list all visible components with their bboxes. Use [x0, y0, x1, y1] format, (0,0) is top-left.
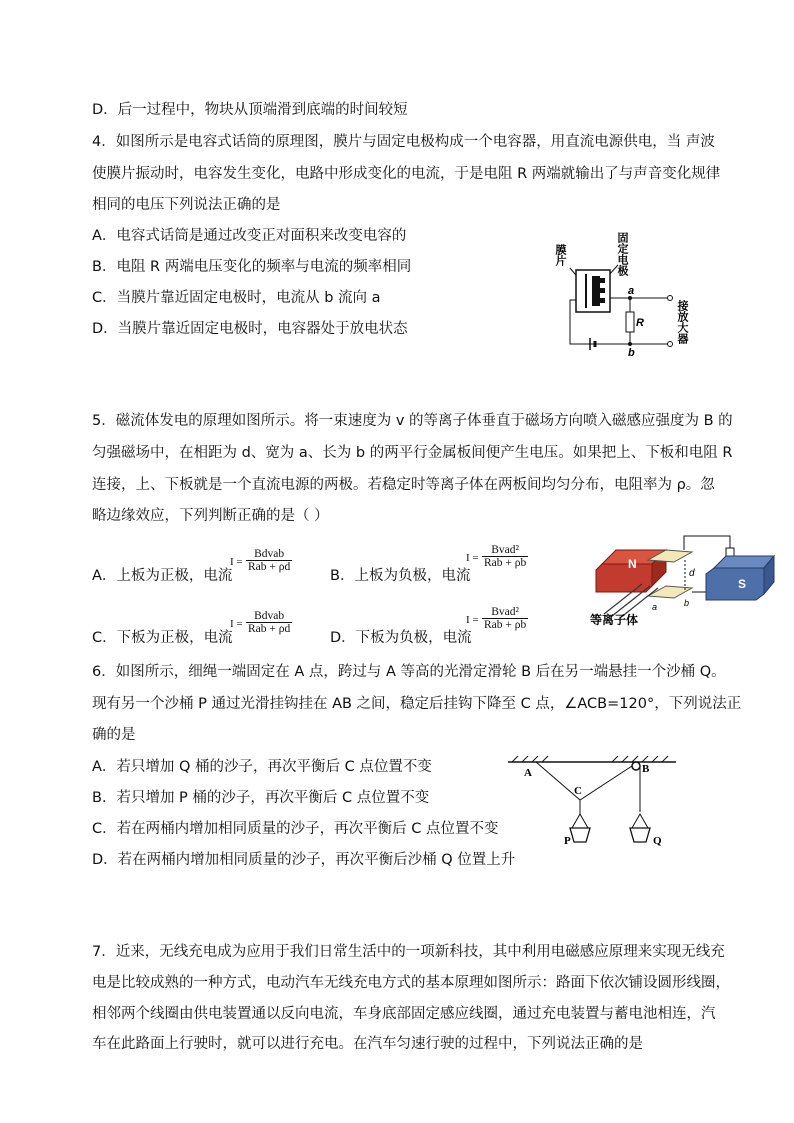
q5-formula-a: I = Bdvab Rab + ρd [230, 548, 291, 573]
q4-resistor-label: R [636, 317, 644, 329]
q5-formula-b: I = Bvad² Rab + ρb [466, 544, 527, 569]
q4-option-a: A．电容式话筒是通过改变正对面积来改变电容的 [92, 228, 407, 244]
q5-formula-c: I = Bdvab Rab + ρd [230, 610, 291, 635]
q6-option-a: A．若只增加 Q 桶的沙子，再次平衡后 C 点位置不变 [92, 759, 432, 775]
q4-stem-line-3: 相同的电压下列说法正确的是 [92, 197, 281, 213]
q7-stem-line-1: 7．近来，无线充电成为应用于我们日常生活中的一项新科技，其中利用电磁感应原理来实现无线充 [92, 944, 725, 960]
q4-option-d: D．当膜片靠近固定电极时，电容器处于放电状态 [92, 321, 408, 337]
q5-formula-d: I = Bvad² Rab + ρb [466, 606, 527, 631]
q5-magnet-s-label: S [738, 577, 747, 591]
q4-stem-line-2: 使膜片振动时，电容发生变化，电路中形成变化的电流，于是电阻 R 两端就输出了与声音变化规律 [92, 166, 721, 182]
q3-option-d: D．后一过程中，物块从顶端滑到底端的时间较短 [92, 102, 408, 118]
q6-bucket-p-label: P [564, 835, 571, 847]
q4-option-b: B．电阻 R 两端电压变化的频率与电流的频率相同 [92, 259, 412, 275]
q6-point-a-label: A [524, 767, 532, 779]
q5-magnet-n-label: N [628, 557, 637, 571]
q6-option-c: C．若在两桶内增加相同质量的沙子，再次平衡后 C 点位置不变 [92, 821, 499, 837]
q7-stem-line-2: 电是比较成熟的一种方式，电动汽车无线充电方式的基本原理如图所示：路面下依次铺设圆形线圈， [92, 975, 730, 991]
q6-stem-line-3: 确的是 [92, 727, 136, 743]
q5-option-b: B．上板为负极，电流 [330, 568, 471, 584]
q6-stem-line-1: 6．如图所示，细绳一端固定在 A 点，跨过与 A 等高的光滑定滑轮 B 后在另一端悬挂一个沙桶 Q。 [92, 664, 726, 680]
q5-width-a-label: a [652, 602, 658, 612]
q5-plasma-label: 等离子体 [590, 613, 639, 627]
q6-point-c-label: C [574, 785, 582, 797]
q6-point-b-label: B [642, 763, 650, 775]
q5-length-b-label: b [684, 598, 690, 608]
q5-stem-line-1: 5．磁流体发电的原理如图所示。将一束速度为 v 的等离子体垂直于磁场方向喷入磁感应强度为 B 的 [92, 413, 733, 429]
q5-stem-line-2: 匀强磁场中，在相距为 d、宽为 a、长为 b 的两平行金属板间便产生电压。如果把上、下板和电阻 R [92, 445, 733, 461]
q6-option-b: B．若只增加 P 桶的沙子，再次平衡后 C 点位置不变 [92, 790, 430, 806]
q7-stem-line-3: 相邻两个线圈由供电装置通以反向电流，车身底部固定感应线圈，通过充电装置与蓄电池相连，汽 [92, 1006, 716, 1022]
q4-amplifier-label: 接放大器 [676, 300, 688, 344]
q4-electrode-label: 固定电极 [616, 232, 628, 276]
q4-microphone-circuit-figure [548, 220, 708, 360]
q6-bucket-q-label: Q [653, 835, 662, 847]
q4-option-c: C．当膜片靠近固定电极时，电流从 b 流向 a [92, 290, 381, 306]
q4-stem-line-1: 4．如图所示是电容式话筒的原理图，膜片与固定电极构成一个电容器，用直流电源供电，当 声波 [92, 134, 715, 150]
q4-terminal-b: b [628, 347, 635, 359]
q6-option-d: D．若在两桶内增加相同质量的沙子，再次平衡后沙桶 Q 位置上升 [92, 852, 516, 868]
q4-terminal-a: a [628, 285, 635, 297]
q5-distance-d-label: d [689, 568, 695, 579]
q6-pulley-figure [508, 752, 678, 852]
q5-option-d: D．下板为负极，电流 [330, 630, 472, 646]
q5-stem-line-3: 连接，上、下板就是一个直流电源的两极。若稳定时等离子体在两板间均匀分布，电阻率为 ρ。忽 [92, 477, 715, 493]
q5-option-a: A．上板为正极，电流 [92, 568, 233, 584]
q7-stem-line-4: 车在此路面上行驶时，就可以进行充电。在汽车匀速行驶的过程中，下列说法正确的是 [92, 1036, 643, 1052]
q4-membrane-label: 膜片 [554, 244, 566, 266]
q6-stem-line-2: 现有另一个沙桶 P 通过光滑挂钩挂在 AB 之间，稳定后挂钩下降至 C 点，∠ACB=120°，下列说法正 [92, 696, 742, 712]
q5-stem-line-4: 略边缘效应，下列判断正确的是（ ） [92, 508, 329, 524]
q5-mhd-generator-figure [588, 530, 778, 630]
q5-option-c: C．下板为正极，电流 [92, 630, 233, 646]
